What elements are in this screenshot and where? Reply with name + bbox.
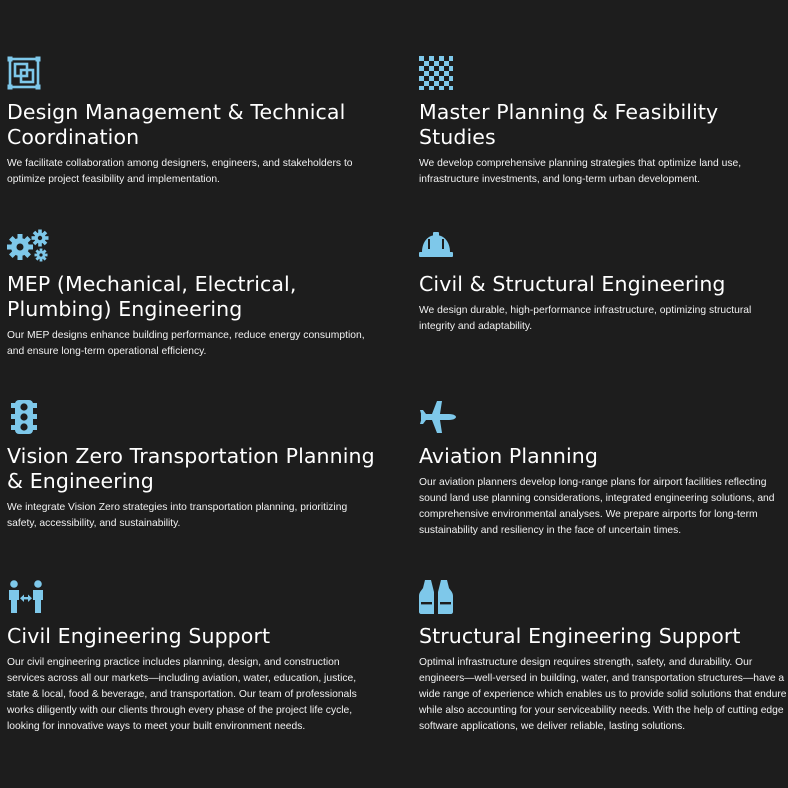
service-title: Structural Engineering Support (419, 624, 741, 648)
safety-vest-icon (419, 580, 453, 614)
hard-hat-icon (419, 228, 453, 262)
service-title: Civil & Structural Engineering (419, 272, 726, 296)
traffic-light-icon (7, 400, 41, 434)
design-management-icon (7, 56, 41, 90)
service-description: We integrate Vision Zero strategies into transportation planning, prioritizing safety, accessibility, and sustainability. (7, 502, 348, 529)
service-title: Master Planning & Feasibility Studies (419, 100, 719, 149)
service-description: We design durable, high-performance infrastructure, optimizing structural integrity and adaptability. (419, 305, 752, 332)
service-description: Our MEP designs enhance building performance, reduce energy consumption, and ensure long-term operational efficiency. (7, 330, 365, 357)
service-mep-engineering (7, 228, 377, 360)
service-title: MEP (Mechanical, Electrical, Plumbing) Engineering (7, 272, 297, 321)
gears-icon (7, 228, 49, 262)
service-civil-structural (419, 228, 787, 335)
service-title: Design Management & Technical Coordination (7, 100, 346, 149)
people-arrows-icon (7, 580, 45, 614)
service-description: We develop comprehensive planning strategies that optimize land use, infrastructure investments, and long-term urban development. (419, 158, 742, 185)
service-description: Our civil engineering practice includes planning, design, and construction services across all our markets—including aviation, water, education, justice, state & local, food & beverage, and transportation. Our team of professionals works diligently with our clients through every phase of the project life cycle, looking for innovative ways to meet your built environment needs. (7, 657, 357, 732)
airplane-icon (419, 400, 457, 434)
service-title: Vision Zero Transportation Planning & Engineering (7, 444, 375, 493)
service-description: We facilitate collaboration among designers, engineers, and stakeholders to optimize project feasibility and implementation. (7, 158, 353, 185)
service-design-management (7, 56, 377, 188)
service-vision-zero (7, 400, 377, 532)
service-master-planning (419, 56, 787, 188)
service-description: Optimal infrastructure design requires strength, safety, and durability. Our engineers—well-versed in building, water, and transportation structures—have a wide range of experience which enables us to provide solid solutions that endure while also accounting for your serviceability needs. With the help of cutting edge software applications, we deliver reliable, lasting solutions. (419, 657, 787, 732)
service-civil-engineering-support (7, 580, 377, 735)
service-description: Our aviation planners develop long-range plans for airport facilities reflecting sound land use planning considerations, integrated engineering solutions, and comprehensive environmental analyses. We prepare airports for long-term sustainability and resiliency in the face of uncertain times. (419, 477, 775, 536)
service-aviation-planning (419, 400, 787, 539)
service-structural-engineering-support (419, 580, 787, 735)
service-title: Civil Engineering Support (7, 624, 271, 648)
service-title: Aviation Planning (419, 444, 599, 468)
checkerboard-grid-icon (419, 56, 453, 90)
